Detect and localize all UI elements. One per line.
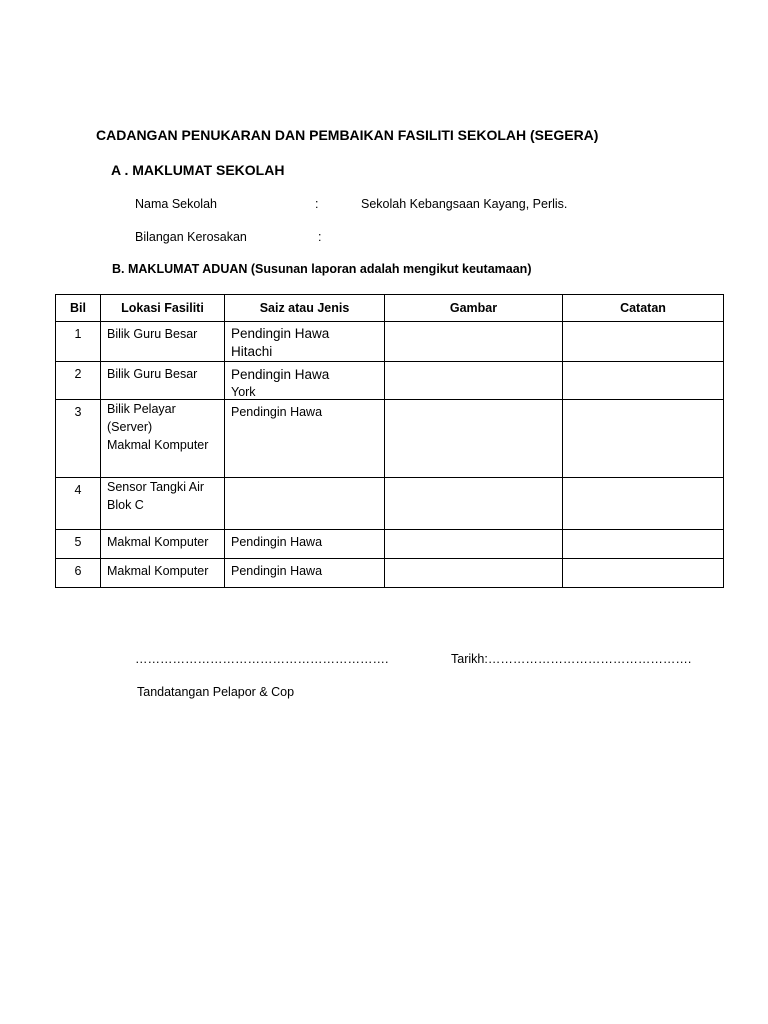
jenis-line: Pendingin Hawa — [231, 367, 330, 382]
table-row — [56, 400, 724, 478]
cell-lokasi — [101, 400, 225, 478]
cell-jenis — [225, 362, 385, 400]
cell-bil: 2 — [56, 362, 101, 400]
cell-bil: 3 — [56, 400, 101, 478]
school-name-label: Nama Sekolah — [135, 197, 217, 211]
date-field: Tarikh:…………………………………………. — [451, 652, 692, 666]
table-row — [56, 322, 724, 362]
lokasi-line: Makmal Komputer — [107, 535, 209, 549]
signature-caption: Tandatangan Pelapor & Cop — [137, 685, 295, 699]
cell-bil: 5 — [56, 530, 101, 559]
lokasi-line: Bilik Guru Besar — [107, 367, 198, 381]
header-catatan: Catatan — [563, 295, 724, 322]
cell-lokasi — [101, 559, 225, 588]
damage-count-label: Bilangan Kerosakan — [135, 230, 247, 244]
cell-bil: 6 — [56, 559, 101, 588]
lokasi-line: Sensor Tangki Air — [107, 480, 205, 494]
jenis-line: Pendingin Hawa — [231, 535, 323, 549]
cell-jenis — [225, 400, 385, 478]
cell-lokasi — [101, 362, 225, 400]
cell-gambar — [385, 322, 563, 362]
jenis-line: Pendingin Hawa — [231, 326, 330, 341]
signature-line: ……………………………………………………. — [135, 652, 389, 666]
header-lokasi: Lokasi Fasiliti — [101, 295, 225, 322]
cell-catatan — [563, 400, 724, 478]
cell-lokasi — [101, 478, 225, 530]
jenis-line: Pendingin Hawa — [231, 405, 323, 419]
cell-gambar — [385, 530, 563, 559]
lokasi-line: Bilik Guru Besar — [107, 327, 198, 341]
cell-gambar — [385, 362, 563, 400]
school-name-colon: : — [315, 197, 319, 211]
cell-gambar — [385, 559, 563, 588]
lokasi-line: (Server) — [107, 420, 153, 434]
header-jenis: Saiz atau Jenis — [225, 295, 385, 322]
cell-jenis — [225, 322, 385, 362]
cell-lokasi — [101, 322, 225, 362]
school-name-value: Sekolah Kebangsaan Kayang, Perlis. — [361, 197, 568, 211]
cell-jenis — [225, 559, 385, 588]
complaints-table — [55, 294, 724, 588]
lokasi-line: Bilik Pelayar — [107, 402, 176, 416]
cell-gambar — [385, 400, 563, 478]
jenis-line: York — [231, 385, 256, 399]
cell-gambar — [385, 478, 563, 530]
lokasi-line: Blok C — [107, 498, 144, 512]
table-row — [56, 362, 724, 400]
cell-jenis — [225, 478, 385, 530]
table-row — [56, 478, 724, 530]
jenis-line: Pendingin Hawa — [231, 564, 323, 578]
document-title: CADANGAN PENUKARAN DAN PEMBAIKAN FASILITI SEKOLAH (SEGERA) — [96, 127, 599, 143]
table-row — [56, 530, 724, 559]
cell-catatan — [563, 478, 724, 530]
cell-jenis — [225, 530, 385, 559]
table-header-row — [56, 295, 724, 322]
cell-catatan — [563, 530, 724, 559]
cell-bil: 1 — [56, 322, 101, 362]
cell-catatan — [563, 559, 724, 588]
cell-catatan — [563, 322, 724, 362]
section-a-heading: A . MAKLUMAT SEKOLAH — [111, 162, 285, 178]
section-b-heading: B. MAKLUMAT ADUAN (Susunan laporan adalah mengikut keutamaan) — [112, 262, 532, 276]
cell-lokasi — [101, 530, 225, 559]
cell-bil: 4 — [56, 478, 101, 530]
jenis-line: Hitachi — [231, 344, 273, 359]
header-gambar: Gambar — [385, 295, 563, 322]
lokasi-line: Makmal Komputer — [107, 438, 209, 452]
header-bil: Bil — [56, 295, 101, 322]
damage-count-colon: : — [318, 230, 322, 244]
table-row — [56, 559, 724, 588]
cell-catatan — [563, 362, 724, 400]
lokasi-line: Makmal Komputer — [107, 564, 209, 578]
